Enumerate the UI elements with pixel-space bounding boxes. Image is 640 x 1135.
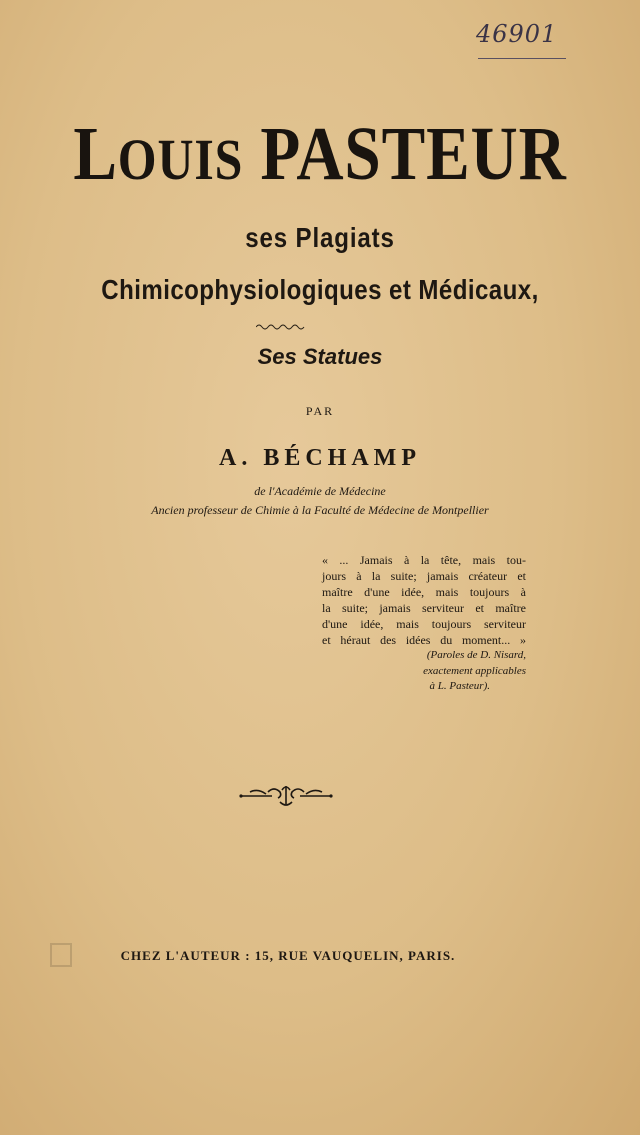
quote-line: et héraut des idées du moment... » [322,633,526,647]
subtitle-line-2: Chimicophysiologiques et Médicaux, [101,274,539,305]
attribution-line: exactement applicables [423,664,526,677]
manuscript-number: 46901 [476,20,558,48]
book-title [45,112,595,196]
epigraph-quote [322,552,526,648]
manuscript-number-underline [478,58,566,59]
quote-line: d'une idée, mais toujours serviteur [322,617,526,631]
quote-line: « ... Jamais à la tête, mais tou- [322,553,526,567]
title-initial: L [73,112,118,196]
title-smallcaps: OUIS [117,127,244,192]
quote-line: jours à la suite; jamais créateur et [322,569,526,583]
subtitle-line-3: Ses Statues [257,344,383,369]
author-affiliation-1: de l'Académie de Médecine [254,484,386,498]
quote-line: la suite; jamais serviteur et maître [322,601,526,615]
author-affiliation-2: Ancien professeur de Chimie à la Faculté de Médecine de Montpellier [151,503,489,517]
subtitle-line-1: ses Plagiats [245,222,395,253]
par-label: PAR [305,404,335,418]
decorative-ornament-icon [238,782,334,808]
attribution-line: à L. Pasteur). [429,680,490,692]
wavy-rule [256,322,306,332]
quote-line: maître d'une idée, mais toujours à [322,585,526,599]
attribution-line: (Paroles de D. Nisard, [426,649,526,661]
publisher-address: CHEZ L'AUTEUR : 15, RUE VAUQUELIN, PARIS. [120,948,456,963]
author-name: A. BÉCHAMP [219,445,421,471]
title-surname: PASTEUR [243,112,567,196]
epigraph-attribution [322,648,526,695]
